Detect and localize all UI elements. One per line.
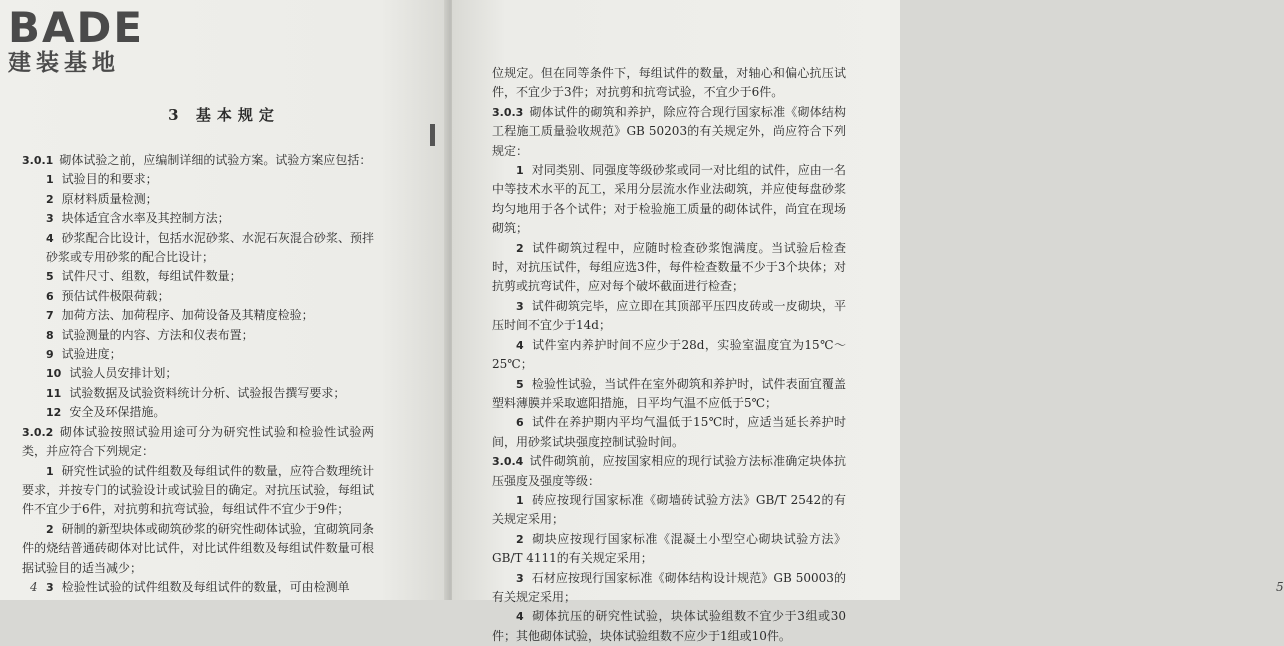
line-text: 砂浆配合比设计，包括水泥砂浆、水泥石灰混合砂浆、预拌砂浆或专用砂浆的配合比设计；: [46, 230, 374, 265]
item-number: 2: [46, 522, 54, 536]
item-number: 1: [46, 464, 54, 478]
paragraph: [22, 462, 374, 520]
paragraph: [492, 375, 846, 414]
paragraph: [492, 530, 846, 569]
clause-paragraph: [492, 452, 846, 491]
list-item: [22, 209, 374, 228]
paragraph: [492, 413, 846, 452]
brand-logo-text: BADE: [8, 3, 145, 52]
clause-number: 3.0.4: [492, 455, 524, 469]
item-number: 5: [516, 377, 524, 391]
item-number: 2: [516, 241, 524, 255]
clause-number: 3.0.3: [492, 105, 524, 119]
clause-paragraph: [22, 151, 374, 170]
list-item: [22, 326, 374, 345]
line-text: 试件砌筑前，应按国家相应的现行试验方法标准确定块体抗压强度及强度等级：: [492, 454, 846, 488]
clause-number: 3.0.2: [22, 425, 54, 439]
paragraph: [22, 520, 374, 578]
item-number: 5: [46, 270, 54, 284]
brand-watermark: [8, 3, 178, 82]
paragraph: [492, 491, 846, 530]
paragraph: [492, 161, 846, 239]
item-number: 3: [46, 212, 54, 226]
line-text: 检验性试验的试件组数及每组试件的数量，可由检测单: [61, 579, 350, 594]
line-text: 砖应按现行国家标准《砌墙砖试验方法》GB/T 2542的有关规定采用；: [492, 492, 846, 527]
item-number: 2: [516, 532, 524, 546]
paragraph: [492, 297, 846, 336]
paragraph: [492, 569, 846, 608]
item-number: 2: [46, 192, 54, 206]
paragraph: [492, 336, 846, 375]
line-text: 检验性试验，当试件在室外砌筑和养护时，试件表面宜覆盖塑料薄膜并采取遮阳措施，日平均气温不应低于5℃；: [492, 376, 846, 410]
item-number: 1: [46, 173, 54, 187]
line-text: 位规定。但在同等条件下，每组试件的数量，对轴心和偏心抗压试件，不宜少于3件；对抗剪和抗弯试验，不宜少于6件。: [492, 66, 846, 100]
right-page-body: [492, 64, 846, 646]
list-item: [22, 306, 374, 325]
list-item: [22, 267, 374, 286]
page-number-right: 5: [1276, 580, 1284, 594]
list-item: [22, 384, 374, 403]
line-text: 试验进度；: [61, 347, 122, 362]
list-item: [22, 190, 374, 209]
line-text: 砌体试验按照试验用途可分为研究性试验和检验性试验两类，并应符合下列规定：: [22, 424, 374, 459]
paragraph: [492, 239, 846, 297]
line-text: 加荷方法、加荷程序、加荷设备及其精度检验；: [61, 308, 314, 323]
brand-logo-subtitle: 建装基地: [8, 50, 120, 76]
item-number: 6: [516, 416, 524, 430]
line-text: 安全及环保措施。: [69, 405, 166, 420]
line-text: 砌体抗压的研究性试验，块体试验组数不宜少于3组或30件；其他砌体试验，块体试验组数不应少于1组或10件。: [492, 609, 846, 643]
line-text: 对同类别、同强度等级砂浆或同一对比组的试件，应由一名中等技术水平的瓦工，采用分层流水作业法砌筑，并应使每盘砂浆均匀地用于各个试件；对于检验施工质量的砌体试件，尚宜在现场砌筑；: [492, 163, 846, 236]
page-number-left: 4: [30, 580, 38, 594]
item-number: 11: [46, 386, 62, 400]
line-text: 块体适宜含水率及其控制方法；: [61, 211, 230, 226]
line-text: 砌块应按现行国家标准《混凝土小型空心砌块试验方法》GB/T 4111的有关规定采用；: [492, 531, 846, 566]
line-text: 试验数据及试验资料统计分析、试验报告撰写要求；: [69, 385, 346, 400]
line-text: 试验目的和要求；: [61, 172, 158, 187]
item-number: 12: [46, 406, 62, 420]
item-number: 8: [46, 328, 54, 342]
left-page: [0, 0, 448, 600]
line-text: 石材应按现行国家标准《砌体结构设计规范》GB 50003的有关规定采用；: [492, 570, 846, 604]
list-item: [22, 345, 374, 364]
list-item: [22, 170, 374, 189]
list-item: [22, 403, 374, 422]
item-number: 3: [516, 571, 524, 585]
item-number: 1: [516, 164, 524, 178]
item-number: 6: [46, 289, 54, 303]
list-item: [22, 364, 374, 383]
item-number: 1: [516, 493, 524, 507]
line-text: 试件砌筑过程中，应随时检查砂浆饱满度。当试验后检查时，对抗压试件，每组应选3件，每件检查数量不少于3个块体；对抗剪或抗弯试件，应对每个破坏截面进行检查；: [492, 240, 846, 294]
item-number: 4: [516, 610, 524, 624]
clause-paragraph: [492, 103, 846, 161]
paragraph: [22, 578, 374, 597]
line-text: 研制的新型块体或砌筑砂浆的研究性砌体试验，宜砌筑同条件的烧结普通砖砌体对比试件，对比试件组数及每组试件数量可根据试验目的适当减少；: [22, 521, 374, 575]
item-number: 9: [46, 348, 54, 362]
item-number: 3: [46, 580, 54, 594]
item-number: 7: [46, 309, 54, 323]
line-text: 试验测量的内容、方法和仪表布置；: [61, 327, 254, 342]
chapter-title: 3 基本规定: [168, 106, 280, 124]
item-number: 4: [46, 231, 54, 245]
line-text: 砌体试件的砌筑和养护，除应符合现行国家标准《砌体结构工程施工质量验收规范》GB 50203的有关规定外，尚应符合下列规定：: [492, 104, 846, 158]
line-text: 试件室内养护时间不应少于28d，实验室温度宜为15℃～25℃；: [492, 337, 846, 372]
line-text: 试件砌筑完毕，应立即在其顶部平压四皮砖或一皮砌块，平压时间不宜少于14d；: [492, 298, 846, 333]
line-text: 试件尺寸、组数，每组试件数量；: [61, 269, 242, 284]
line-text: 试验人员安排计划；: [69, 366, 178, 381]
line-text: 原材料质量检测；: [61, 191, 158, 206]
paragraph: [492, 607, 846, 646]
item-number: 10: [46, 367, 62, 381]
clause-number: 3.0.1: [22, 154, 54, 167]
left-page-body: [22, 151, 374, 597]
item-number: 3: [516, 299, 524, 313]
list-item: [22, 229, 374, 268]
line-text: 试件在养护期内平均气温低于15℃时，应适当延长养护时间，用砂浆试块强度控制试验时间。: [492, 415, 846, 449]
binding-mark: [430, 124, 435, 146]
list-item: [22, 287, 374, 306]
item-number: 4: [516, 338, 524, 352]
line-text: 砌体试验之前，应编制详细的试验方案。试验方案应包括：: [59, 153, 372, 167]
clause-paragraph: [22, 423, 374, 462]
paragraph: [492, 64, 846, 103]
line-text: 研究性试验的试件组数及每组试件的数量，应符合数理统计要求，并按专门的试验设计或试验目的确定。对抗压试验，每组试件不宜少于6件，对抗剪和抗弯试验，每组试件不宜少于9件；: [22, 463, 374, 517]
line-text: 预估试件极限荷载；: [61, 288, 170, 303]
